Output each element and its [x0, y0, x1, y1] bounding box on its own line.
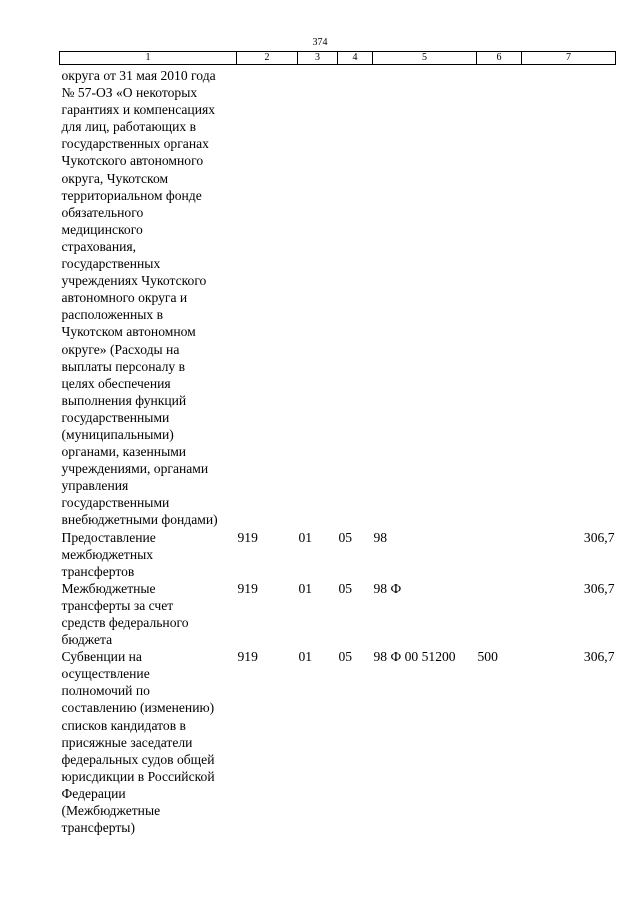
table-row — [60, 65, 616, 529]
column-number-7: 7 — [522, 52, 616, 65]
vr-code-cell — [477, 580, 522, 648]
pr-code-cell: 05 — [338, 529, 353, 545]
row-name-line: округа, Чукотском — [61, 170, 169, 186]
row-name-cell — [60, 65, 237, 529]
row-name-line: юрисдикции в Российской — [61, 768, 215, 784]
row-name-line: полномочий по — [61, 683, 150, 699]
row-name-line: бюджета — [61, 632, 113, 648]
row-name-line: для лиц, работающих в — [61, 119, 196, 135]
row-name-line: выплаты персоналу в — [61, 358, 186, 374]
vr-code-cell — [477, 65, 522, 529]
row-name-line: учреждениями, органами — [61, 461, 209, 477]
csr-code-cell: 98 Ф 00 51200 — [373, 649, 456, 665]
row-name-cell — [60, 529, 237, 580]
row-name-line: территориальном фонде — [61, 187, 202, 203]
row-name-line: средств федерального — [61, 615, 189, 630]
row-name-line: управления — [61, 478, 129, 494]
row-name-line: (Межбюджетные — [61, 803, 161, 819]
row-name-line: составлению (изменению) — [61, 700, 215, 716]
table-row — [60, 648, 616, 836]
amount-cell: 306,7 — [583, 649, 615, 665]
row-name-line: страхования, — [61, 238, 137, 254]
rz-code-cell: 01 — [298, 580, 313, 596]
row-name-line: гарантиях и компенсациях — [61, 102, 216, 118]
amount-cell: 306,7 — [583, 580, 615, 596]
csr-code-cell: 98 — [373, 529, 388, 545]
row-name-line: (муниципальными) — [61, 426, 174, 442]
row-name-line: государственными — [61, 495, 170, 511]
vr-code-cell: 500 — [477, 649, 498, 665]
rz-code-cell — [298, 65, 338, 529]
gr-code-cell: 919 — [237, 580, 258, 596]
row-name-line: Чукотского автономного — [61, 153, 204, 169]
column-number-5: 5 — [373, 52, 477, 65]
row-name-line: округе» (Расходы на — [61, 341, 180, 357]
pr-code-cell: 05 — [338, 649, 353, 665]
row-name-cell — [60, 648, 237, 836]
row-name-line: внебюджетными фондами) — [61, 512, 218, 528]
row-name-line: межбюджетных — [61, 546, 154, 562]
column-number-1: 1 — [60, 52, 237, 65]
row-name-line: медицинского — [61, 221, 143, 237]
pr-code-cell: 05 — [338, 580, 353, 596]
row-name-line: автономного округа и — [61, 290, 188, 306]
amount-cell — [522, 65, 616, 529]
row-name-line: присяжные заседатели — [61, 734, 193, 750]
row-name-line: трансфертов — [61, 563, 135, 579]
column-number-2: 2 — [237, 52, 298, 65]
csr-code-cell: 98 Ф — [373, 580, 402, 596]
row-name-line: государственных органах — [61, 136, 209, 152]
row-name-line: Чукотском автономном — [61, 324, 196, 340]
rz-code-cell: 01 — [298, 649, 313, 665]
row-name-line: государственных — [61, 256, 161, 272]
column-number-3: 3 — [298, 52, 338, 65]
row-name-line: обязательного — [61, 204, 144, 220]
column-number-row — [60, 52, 616, 65]
row-name-line: органами, казенными — [61, 444, 187, 460]
pr-code-cell — [338, 65, 373, 529]
row-name-line: № 57-ОЗ «О некоторых — [61, 85, 198, 101]
table-row — [60, 529, 616, 580]
row-name-line: расположенных в — [61, 307, 164, 323]
table-row — [60, 580, 616, 648]
csr-code-cell — [373, 65, 477, 529]
amount-cell: 306,7 — [583, 529, 615, 545]
row-name-line: трансферты за счет — [61, 597, 174, 613]
row-name-line: выполнения функций — [61, 392, 187, 408]
row-name-line: государственными — [61, 409, 170, 425]
page-number: 374 — [312, 37, 328, 48]
row-name-line: Предоставление — [61, 529, 156, 545]
row-name-line: трансферты) — [61, 820, 135, 836]
rz-code-cell: 01 — [298, 529, 313, 545]
row-name-line: Федерации — [61, 785, 126, 801]
row-name-line: списков кандидатов в — [61, 717, 186, 733]
column-number-6: 6 — [477, 52, 522, 65]
row-name-line: федеральных судов общей — [61, 751, 215, 767]
row-name-line: осуществление — [61, 666, 150, 682]
row-name-line: учреждениях Чукотского — [61, 273, 207, 289]
gr-code-cell: 919 — [237, 529, 258, 545]
row-name-line: округа от 31 мая 2010 года — [61, 68, 216, 83]
column-number-4: 4 — [338, 52, 373, 65]
budget-table — [59, 51, 616, 836]
gr-code-cell — [237, 65, 298, 529]
row-name-cell — [60, 580, 237, 648]
row-name-line: Межбюджетные — [61, 580, 156, 596]
gr-code-cell: 919 — [237, 649, 258, 665]
row-name-line: целях обеспечения — [61, 375, 171, 391]
vr-code-cell — [477, 529, 522, 580]
row-name-line: Субвенции на — [61, 649, 142, 665]
